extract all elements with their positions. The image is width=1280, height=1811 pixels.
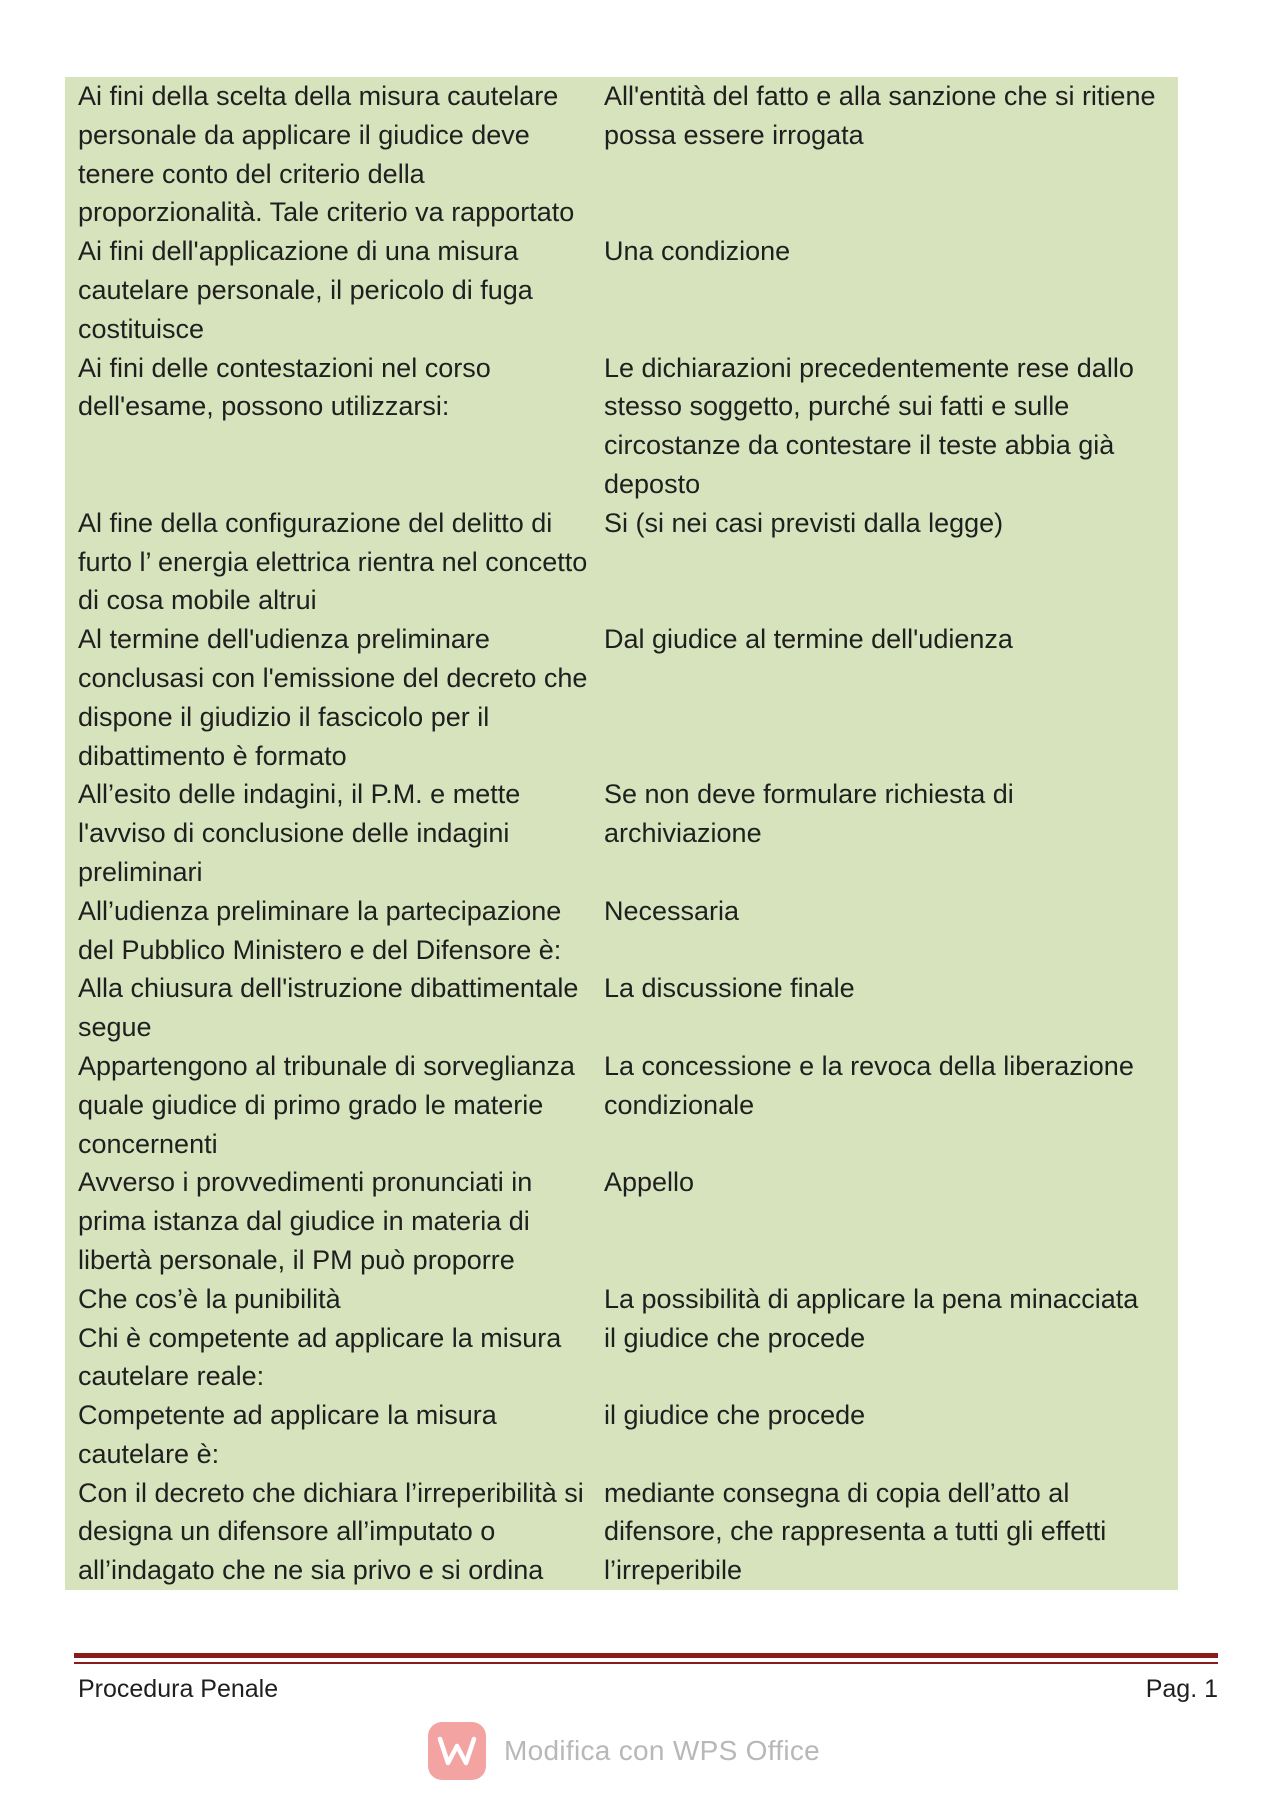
answer-cell: La discussione finale [604, 973, 855, 1004]
answer-cell: La concessione e la revoca della liberazione condizionale [604, 1050, 1134, 1120]
answer-cell: Si (si nei casi previsti dalla legge) [604, 507, 1004, 538]
question-cell: Al fine della configurazione del delitto di furto l’ energia elettrica rientra nel concetto di cosa mobile altrui [78, 507, 588, 616]
question-cell: Ai fini della scelta della misura cautelare personale da applicare il giudice deve tenere conto del criterio della proporzionalità. Tale criterio va rapportato [78, 81, 575, 228]
table-row [65, 1280, 1178, 1319]
question-cell: Competente ad applicare la misura cautelare è: [78, 1400, 497, 1469]
question-cell: Che cos’è la punibilità [78, 1283, 341, 1314]
answer-cell: il giudice che procede [604, 1400, 866, 1431]
answer-cell: Le dichiarazioni precedentemente rese dallo stesso soggetto, purché sui fatti e sulle circostanze da contestare il teste abbia già deposto [604, 352, 1134, 499]
answer-cell: Appello [604, 1167, 695, 1198]
footer-rule-thin [74, 1662, 1218, 1664]
question-cell: Ai fini dell'applicazione di una misura cautelare personale, il pericolo di fuga costituisce [78, 236, 533, 344]
table-row [65, 1474, 1178, 1590]
question-cell: Appartengono al tribunale di sorveglianza quale giudice di primo grado le materie concernenti [78, 1050, 575, 1159]
question-cell: Al termine dell'udienza preliminare conclusasi con l'emissione del decreto che dispone il giudizio il fascicolo per il dibattimento è formato [78, 624, 588, 771]
qa-table-body [65, 77, 1178, 1590]
answer-cell: mediante consegna di copia dell’atto al difensore, che rappresenta a tutti gli effetti l’irreperibile [604, 1477, 1107, 1586]
question-cell: Avverso i provvedimenti pronunciati in prima istanza dal giudice in materia di libertà personale, il PM può proporre [78, 1167, 533, 1275]
answer-cell: Necessaria [604, 895, 740, 926]
wps-edit-label: Modifica con WPS Office [504, 1735, 821, 1766]
answer-cell: il giudice che procede [604, 1322, 866, 1353]
table-row [65, 620, 1178, 775]
answer-cell: Dal giudice al termine dell'udienza [604, 624, 1013, 655]
table-row [65, 892, 1178, 970]
footer-title: Procedura Penale [78, 1675, 279, 1703]
table-row [65, 504, 1178, 620]
answer-cell: Se non deve formulare richiesta di archiviazione [604, 779, 1014, 849]
wps-office-logo-icon [428, 1722, 486, 1780]
table-row [65, 349, 1178, 504]
footer-rule-thick [74, 1653, 1218, 1658]
table-row [65, 1163, 1178, 1279]
table-row [65, 775, 1178, 891]
answer-cell: Una condizione [604, 236, 791, 267]
question-cell: Con il decreto che dichiara l’irreperibilità si designa un difensore all’imputato o all’indagato che ne sia privo e si ordina [78, 1477, 584, 1586]
question-cell: Ai fini delle contestazioni nel corso dell'esame, possono utilizzarsi: [78, 352, 491, 422]
table-row [65, 1047, 1178, 1163]
answer-cell: All'entità del fatto e alla sanzione che si ritiene possa essere irrogata [604, 81, 1156, 150]
question-cell: All’udienza preliminare la partecipazione del Pubblico Ministero e del Difensore è: [78, 895, 562, 965]
table-row [65, 77, 1178, 232]
question-cell: All’esito delle indagini, il P.M. e mette l'avviso di conclusione delle indagini preliminari [78, 779, 521, 887]
qa-table [65, 77, 1178, 1590]
page-number: Pag. 1 [1145, 1675, 1218, 1703]
wps-edit-button[interactable] [428, 1722, 820, 1780]
table-row [65, 969, 1178, 1047]
question-cell: Chi è competente ad applicare la misura cautelare reale: [78, 1322, 562, 1392]
answer-cell: La possibilità di applicare la pena minacciata [604, 1283, 1139, 1314]
table-row [65, 232, 1178, 348]
question-cell: Alla chiusura dell'istruzione dibattimentale segue [78, 973, 579, 1043]
table-row [65, 1396, 1178, 1474]
table-row [65, 1319, 1178, 1397]
